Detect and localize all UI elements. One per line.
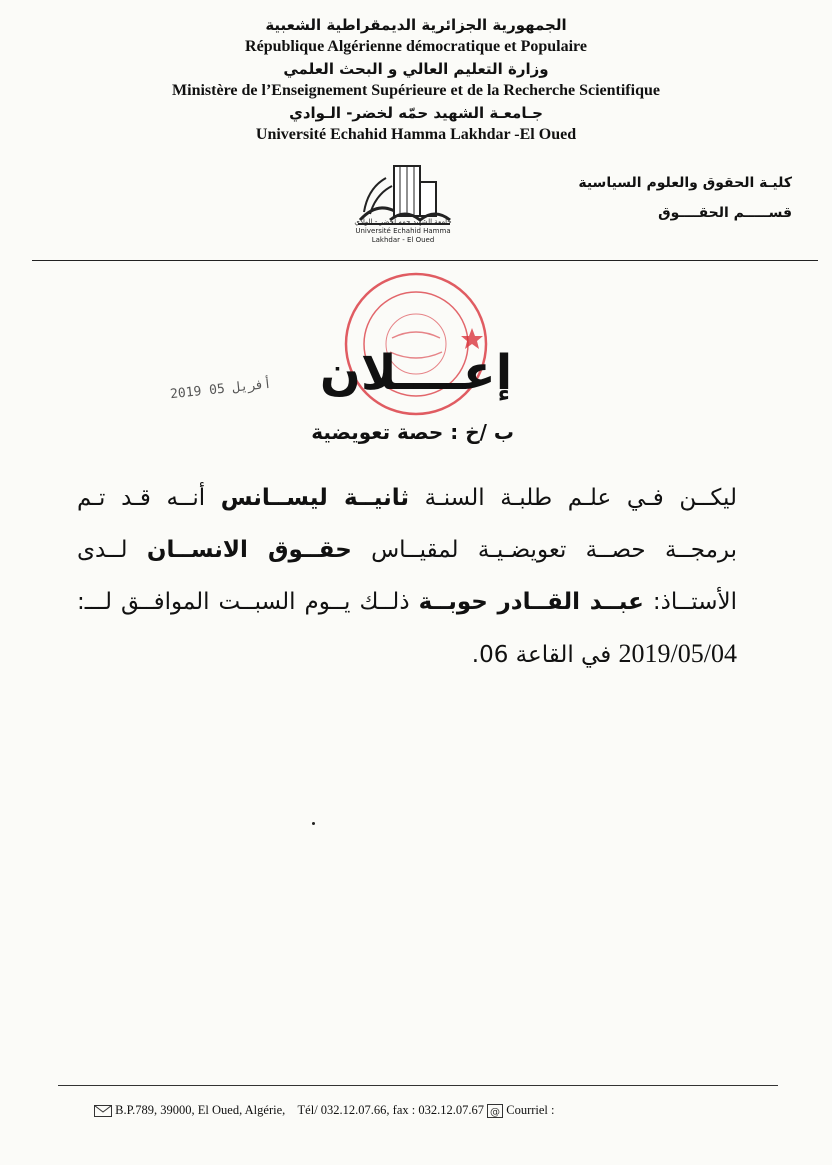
logo-caption-arabic: جامعة الشهيد حمه لخضر - الوادي [354, 218, 452, 226]
logo-caption-french: Université Echahid Hamma Lakhdar - El Oued [355, 227, 451, 244]
footer-divider [58, 1085, 778, 1086]
announcement-title: إعــــلان [319, 345, 513, 401]
footer-phone-fax: Tél/ 032.12.07.66, fax : 032.12.07.67 [297, 1103, 484, 1117]
footer-address: B.P.789, 39000, El Oued, Algérie, [115, 1103, 286, 1117]
module-name: حقــوق الانســان [146, 537, 352, 563]
svg-text:@: @ [490, 1107, 501, 1119]
date-stamp: 2019 أفريل 05 [169, 376, 273, 403]
student-level: ثانيــة ليســانس [220, 485, 410, 511]
body-professor-label: لــدى الأستــاذ: [77, 537, 738, 615]
announcement-subject: ب /خ : حصة تعويضية [311, 420, 514, 444]
republic-arabic: الجمهورية الجزائرية الديمقراطية الشعبية [265, 16, 567, 34]
department-name: قســـــم الحقــــوق [658, 205, 792, 221]
envelope-icon [94, 1105, 112, 1117]
session-room: في القاعة 06. [471, 642, 612, 668]
faculty-name: كليـة الحقوق والعلوم السياسية [578, 175, 792, 191]
university-french: Université Echahid Hamma Lakhdar -El Oued [255, 126, 577, 143]
ministry-french: Ministère de l’Enseignement Supérieure et de la Recherche Scientifique [172, 82, 660, 99]
university-arabic: جـامعـة الشهيد حمّه لخضر- الـوادي [289, 104, 543, 122]
footer-contact [94, 1103, 794, 1118]
body-scheduled: أنــه قـد تـم برمجــة حصــة تعويضـيـة لمقيــاس [77, 485, 738, 563]
faculty-block [578, 168, 792, 228]
republic-french: République Algérienne démocratique et Populaire [245, 38, 587, 55]
session-date: 2019/05/04 [618, 639, 737, 668]
header-divider [32, 260, 818, 261]
body-day: ذلــك يــوم السبــت الموافــق لـــ: [77, 589, 410, 615]
at-icon [487, 1104, 503, 1118]
professor-name: عبــد القــادر حوبــة [418, 589, 644, 615]
footer-email-label: Courriel : [506, 1103, 555, 1117]
body-intro: ليكــن فـي علـم طلبـة السنـة [424, 485, 737, 511]
logo-caption [345, 218, 461, 245]
ministry-arabic: وزارة التعليم العالي و البحث العلمي [283, 60, 549, 78]
stray-mark [312, 822, 315, 825]
letterhead [0, 14, 832, 146]
announcement-body [77, 472, 737, 681]
